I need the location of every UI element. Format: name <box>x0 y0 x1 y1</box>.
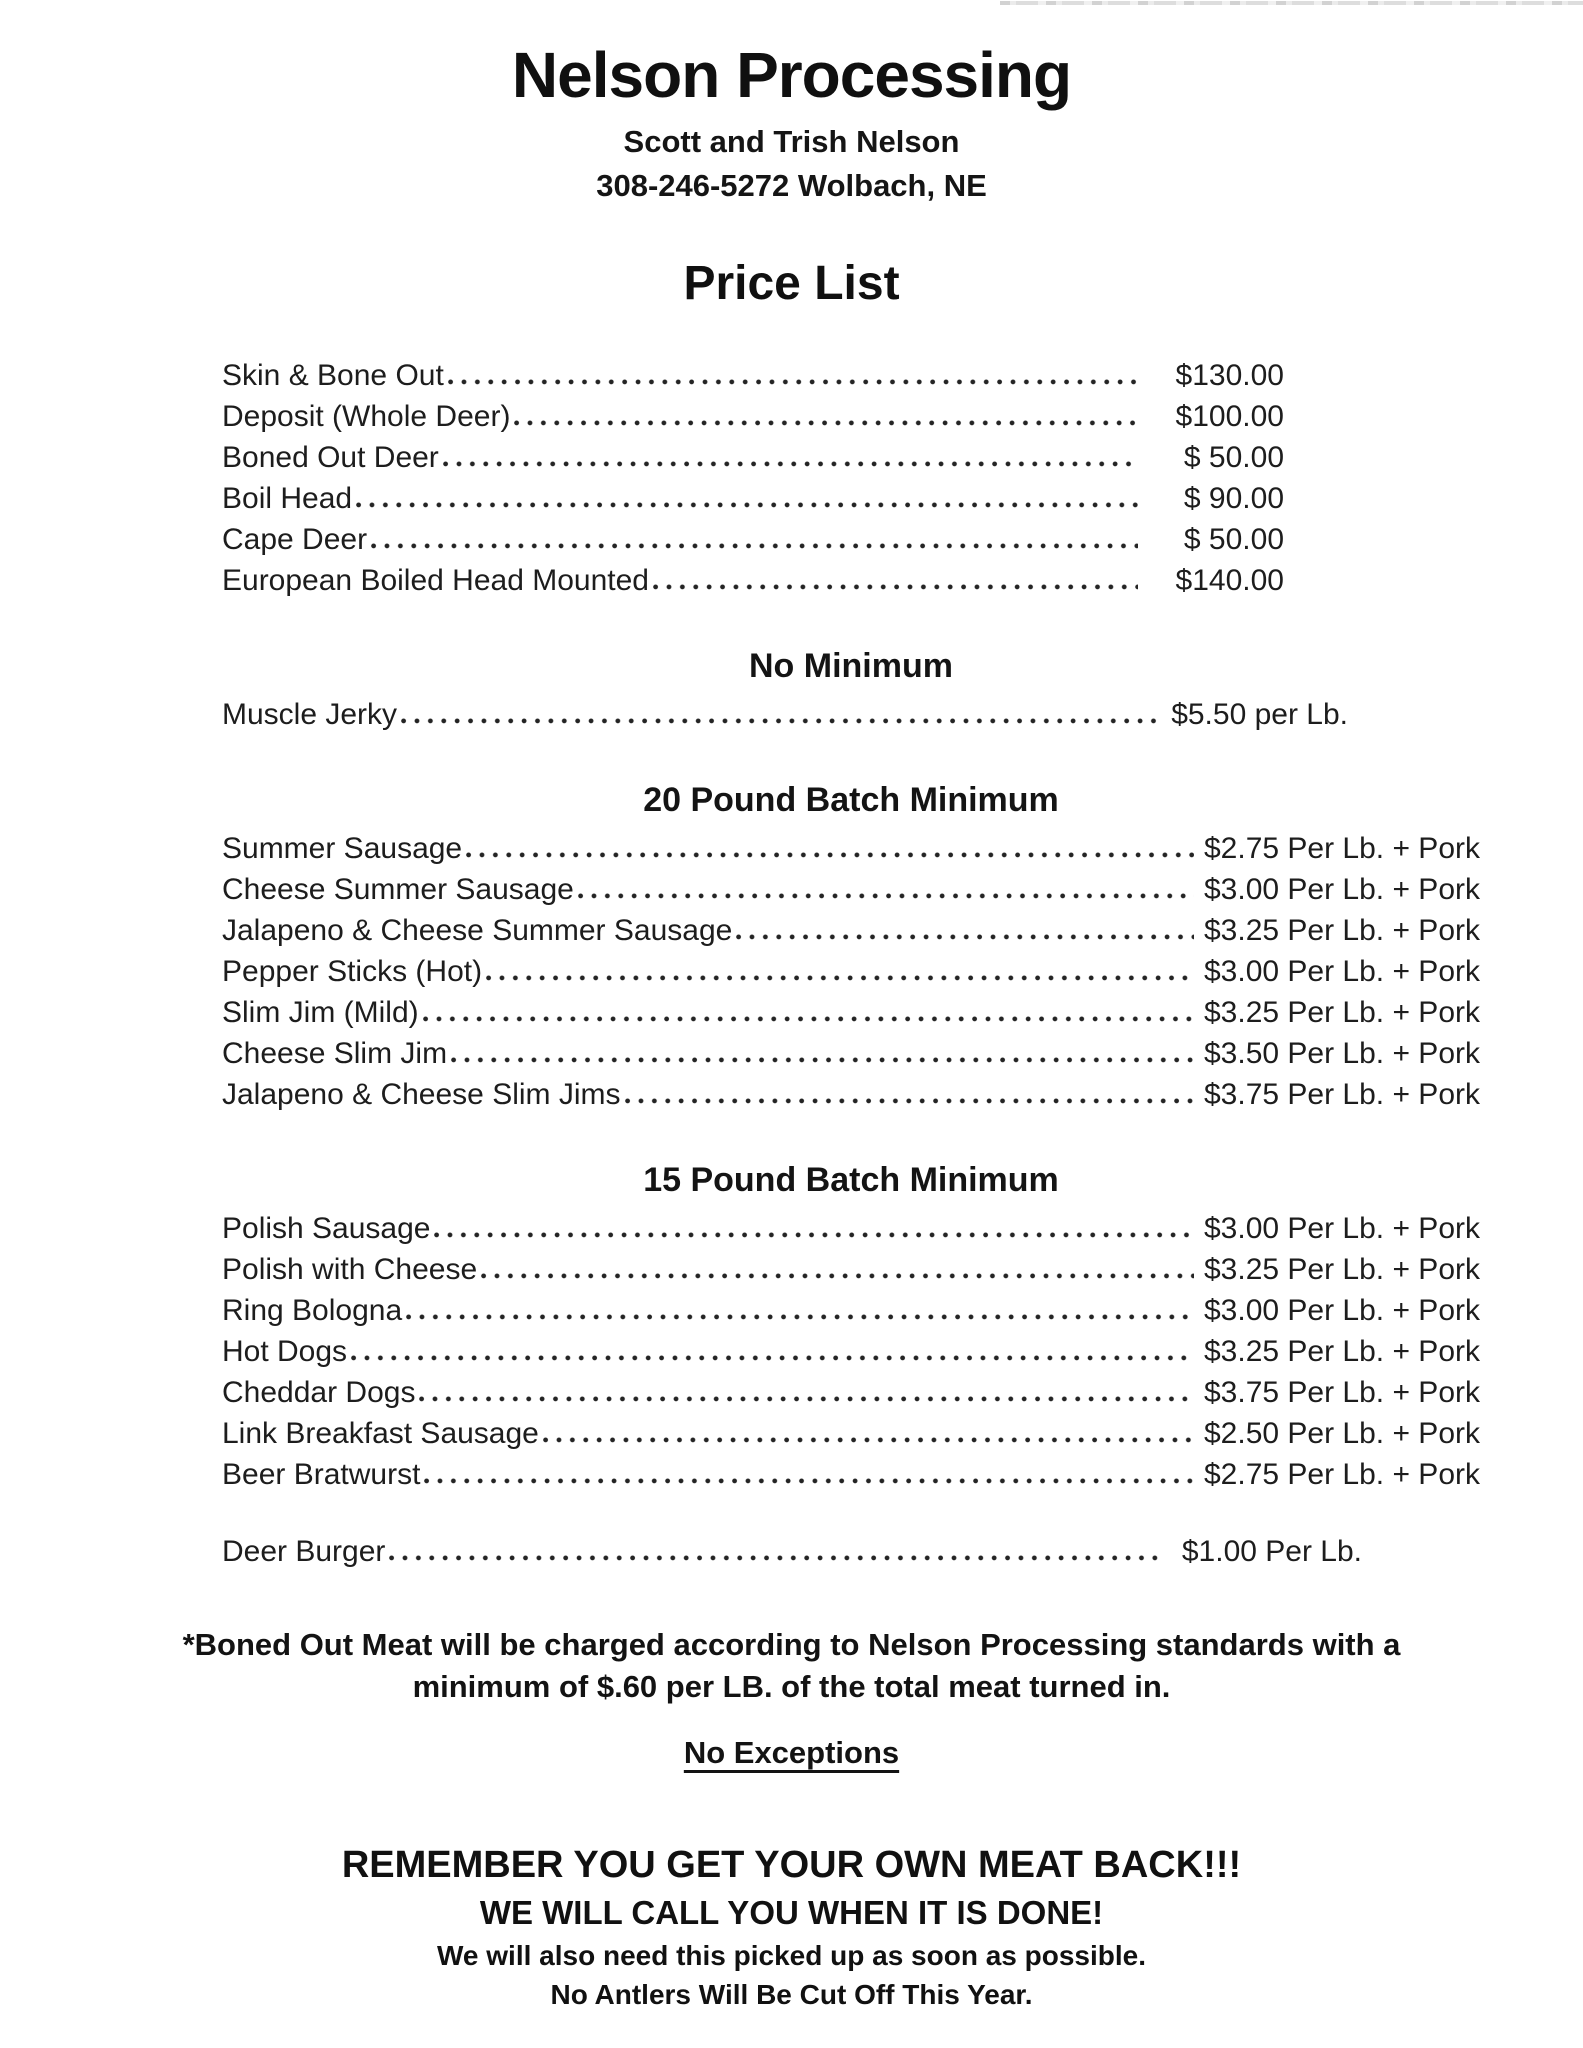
item-price: $3.00 Per Lb. + Pork <box>1203 1212 1480 1245</box>
dotted-leader <box>514 420 1138 426</box>
dotted-leader <box>653 584 1138 590</box>
item-name: Jalapeno & Cheese Slim Jims <box>222 1078 621 1111</box>
reminder-call: WE WILL CALL YOU WHEN IT IS DONE! <box>479 1894 1104 1931</box>
item-name: Summer Sausage <box>222 832 463 865</box>
item-name: Slim Jim (Mild) <box>222 996 419 1029</box>
reminder-antlers: No Antlers Will Be Cut Off This Year. <box>550 1979 1033 2010</box>
item-price: $130.00 <box>1175 359 1284 392</box>
price-row <box>222 951 1480 992</box>
item-price: $3.25 Per Lb. + Pork <box>1203 996 1480 1029</box>
dotted-leader <box>736 934 1194 940</box>
dotted-leader <box>625 1098 1194 1104</box>
item-price: $3.00 Per Lb. + Pork <box>1203 1294 1480 1327</box>
dotted-leader <box>401 718 1161 724</box>
dotted-leader <box>356 502 1138 508</box>
price-row <box>222 1290 1480 1331</box>
item-name: Pepper Sticks (Hot) <box>222 955 483 988</box>
dotted-leader <box>406 1314 1194 1320</box>
item-price: $ 50.00 <box>1183 441 1284 474</box>
price-row <box>222 396 1480 437</box>
price-row <box>222 1074 1480 1115</box>
price-section <box>222 1161 1480 1495</box>
item-name: Cape Deer <box>222 523 368 556</box>
page-title: Price List <box>683 257 900 310</box>
item-price: $2.75 Per Lb. + Pork <box>1203 832 1480 865</box>
dotted-leader <box>451 1057 1194 1063</box>
price-row <box>222 560 1480 601</box>
section-rows <box>222 828 1480 1115</box>
price-row <box>222 478 1480 519</box>
item-price: $3.25 Per Lb. + Pork <box>1203 1253 1480 1286</box>
dotted-leader <box>351 1355 1194 1361</box>
item-price: $ 50.00 <box>1183 523 1284 556</box>
reminder-meat-back: REMEMBER YOU GET YOUR OWN MEAT BACK!!! <box>341 1844 1242 1886</box>
item-name: European Boiled Head Mounted <box>222 564 649 597</box>
no-exceptions-label: No Exceptions <box>683 1735 900 1770</box>
price-row <box>222 992 1480 1033</box>
item-price: $5.50 per Lb. <box>1171 698 1348 731</box>
price-section <box>222 1531 1480 1572</box>
item-price: $3.00 Per Lb. + Pork <box>1203 873 1480 906</box>
price-section <box>222 781 1480 1115</box>
dotted-leader <box>389 1555 1157 1561</box>
price-row <box>222 1208 1480 1249</box>
section-rows <box>222 1531 1480 1572</box>
item-name: Skin & Bone Out <box>222 359 444 392</box>
section-heading: 20 Pound Batch Minimum <box>643 781 1059 819</box>
dotted-leader <box>543 1437 1194 1443</box>
item-price: $2.50 Per Lb. + Pork <box>1203 1417 1480 1450</box>
price-section <box>222 647 1480 735</box>
price-row <box>222 437 1480 478</box>
price-row <box>222 828 1480 869</box>
price-row <box>222 355 1480 396</box>
item-name: Boil Head <box>222 482 353 515</box>
item-name: Cheese Slim Jim <box>222 1037 448 1070</box>
item-price: $140.00 <box>1175 564 1284 597</box>
item-name: Ring Bologna <box>222 1294 403 1327</box>
price-row <box>222 1249 1480 1290</box>
item-price: $3.00 Per Lb. + Pork <box>1203 955 1480 988</box>
item-name: Jalapeno & Cheese Summer Sausage <box>222 914 733 947</box>
item-price: $1.00 Per Lb. <box>1181 1535 1362 1568</box>
section-rows <box>222 1208 1480 1495</box>
letterhead <box>0 0 1583 204</box>
price-row <box>222 1454 1480 1495</box>
item-name: Link Breakfast Sausage <box>222 1417 539 1450</box>
item-price: $3.75 Per Lb. + Pork <box>1203 1376 1480 1409</box>
dotted-leader <box>448 379 1138 385</box>
section-heading: 15 Pound Batch Minimum <box>643 1161 1059 1199</box>
business-name: Nelson Processing <box>511 39 1072 111</box>
price-sections <box>222 355 1480 1572</box>
item-name: Beer Bratwurst <box>222 1458 421 1491</box>
price-row <box>222 1413 1480 1454</box>
dotted-leader <box>578 893 1194 899</box>
item-name: Polish with Cheese <box>222 1253 478 1286</box>
price-row <box>222 519 1480 560</box>
dotted-leader <box>424 1478 1194 1484</box>
item-price: $3.25 Per Lb. + Pork <box>1203 914 1480 947</box>
price-row <box>222 1372 1480 1413</box>
item-name: Deer Burger <box>222 1535 386 1568</box>
item-name: Cheddar Dogs <box>222 1376 416 1409</box>
dotted-leader <box>481 1273 1194 1279</box>
dotted-leader <box>434 1232 1194 1238</box>
item-name: Polish Sausage <box>222 1212 431 1245</box>
price-row <box>222 1033 1480 1074</box>
price-section <box>222 355 1480 601</box>
price-row <box>222 694 1480 735</box>
price-row <box>222 910 1480 951</box>
item-price: $3.25 Per Lb. + Pork <box>1203 1335 1480 1368</box>
dotted-leader <box>486 975 1194 981</box>
section-rows <box>222 355 1480 601</box>
dotted-leader <box>371 543 1138 549</box>
note-line-2: minimum of $.60 per LB. of the total meat turned in. <box>412 1669 1171 1704</box>
item-price: $3.75 Per Lb. + Pork <box>1203 1078 1480 1111</box>
item-price: $2.75 Per Lb. + Pork <box>1203 1458 1480 1491</box>
boned-out-note <box>0 1624 1583 1774</box>
owners-line: Scott and Trish Nelson <box>623 124 960 159</box>
note-line-1: *Boned Out Meat will be charged according to Nelson Processing standards with a <box>182 1627 1401 1662</box>
item-price: $3.50 Per Lb. + Pork <box>1203 1037 1480 1070</box>
item-name: Muscle Jerky <box>222 698 398 731</box>
reminder-pickup: We will also need this picked up as soon as possible. <box>436 1940 1146 1971</box>
section-heading: No Minimum <box>749 647 953 685</box>
dotted-leader <box>466 852 1194 858</box>
price-row <box>222 869 1480 910</box>
item-name: Cheese Summer Sausage <box>222 873 574 906</box>
section-rows <box>222 694 1480 735</box>
price-row <box>222 1331 1480 1372</box>
contact-line: 308-246-5272 Wolbach, NE <box>596 168 987 203</box>
reminders <box>0 1840 1583 2014</box>
item-name: Boned Out Deer <box>222 441 439 474</box>
item-name: Hot Dogs <box>222 1335 348 1368</box>
dotted-leader <box>419 1396 1194 1402</box>
item-price: $100.00 <box>1175 400 1284 433</box>
dotted-leader <box>423 1016 1194 1022</box>
dotted-leader <box>443 461 1138 467</box>
scan-artifact <box>1000 1 1583 5</box>
price-row <box>222 1531 1480 1572</box>
item-price: $ 90.00 <box>1183 482 1284 515</box>
item-name: Deposit (Whole Deer) <box>222 400 511 433</box>
